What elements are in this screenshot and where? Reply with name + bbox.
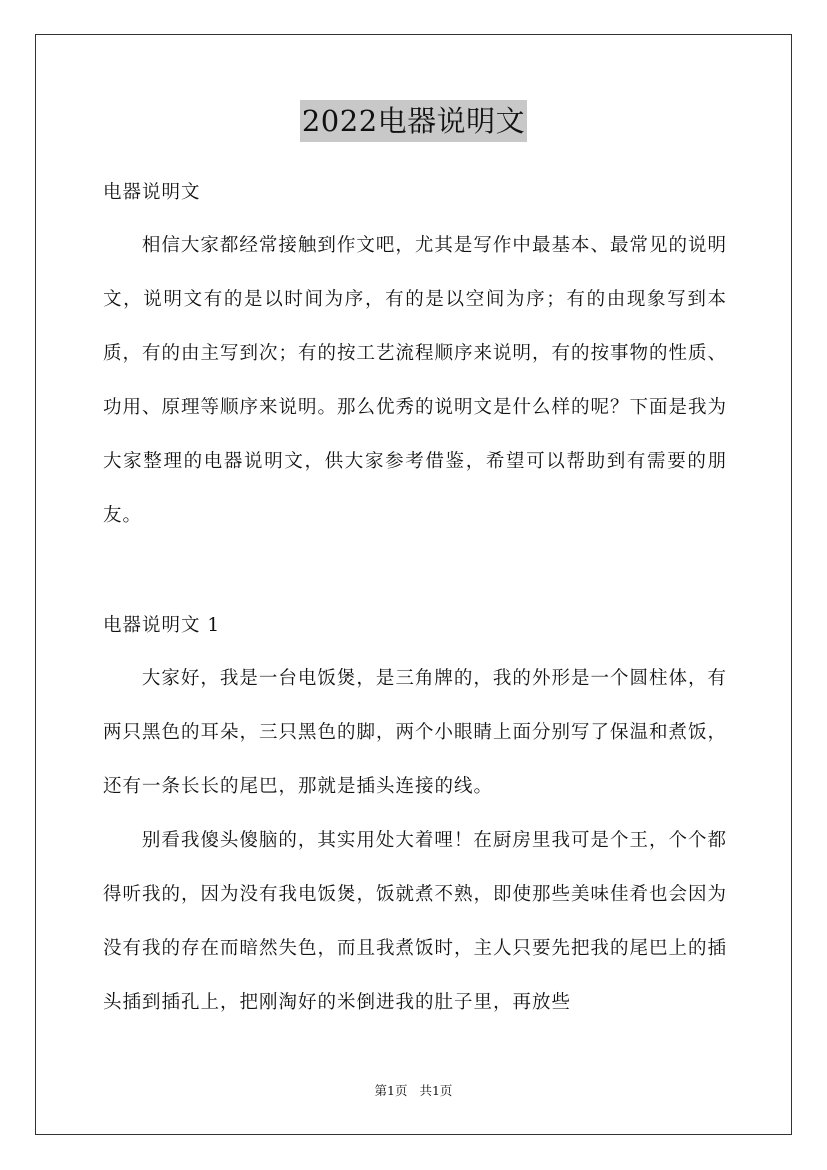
- section1-paragraph-2: 别看我傻头傻脑的，其实用处大着哩！在厨房里我可是个王，个个都得听我的，因为没有我电饭煲，饭就煮不熟，即使那些美味佳肴也会因为没有我的存在而暗然失色，而且我煮饭时，主人只要先把我的尾巴上的插头插到插孔上，把刚淘好的米倒进我的肚子里，再放些: [103, 830, 728, 1013]
- intro-paragraph: 相信大家都经常接触到作文吧，尤其是写作中最基本、最常见的说明文，说明文有的是以时间为序，有的是以空间为序；有的由现象写到本质，有的由主写到次；有的按工艺流程顺序来说明，有的按事物的性质、功用、原理等顺序来说明。那么优秀的说明文是什么样的呢？下面是我为大家整理的电器说明文，供大家参考借鉴，希望可以帮助到有需要的朋友。: [103, 235, 728, 526]
- section1-body: [103, 652, 727, 1030]
- page-footer: [0, 1083, 827, 1099]
- document-title: 2022电器说明文: [300, 100, 527, 142]
- section1-paragraph-1: 大家好，我是一台电饭煲，是三角牌的，我的外形是一个圆柱体，有两只黑色的耳朵，三只黑色的脚，两个小眼睛上面分别写了保温和煮饭，还有一条长长的尾巴，那就是插头连接的线。: [103, 668, 728, 797]
- intro-body: [103, 219, 727, 543]
- page-number: 第1页: [374, 1083, 408, 1098]
- page-total: 共1页: [419, 1083, 453, 1098]
- section1-heading: 电器说明文 1: [103, 615, 221, 636]
- title-container: [0, 100, 827, 142]
- intro-heading: 电器说明文: [103, 182, 201, 203]
